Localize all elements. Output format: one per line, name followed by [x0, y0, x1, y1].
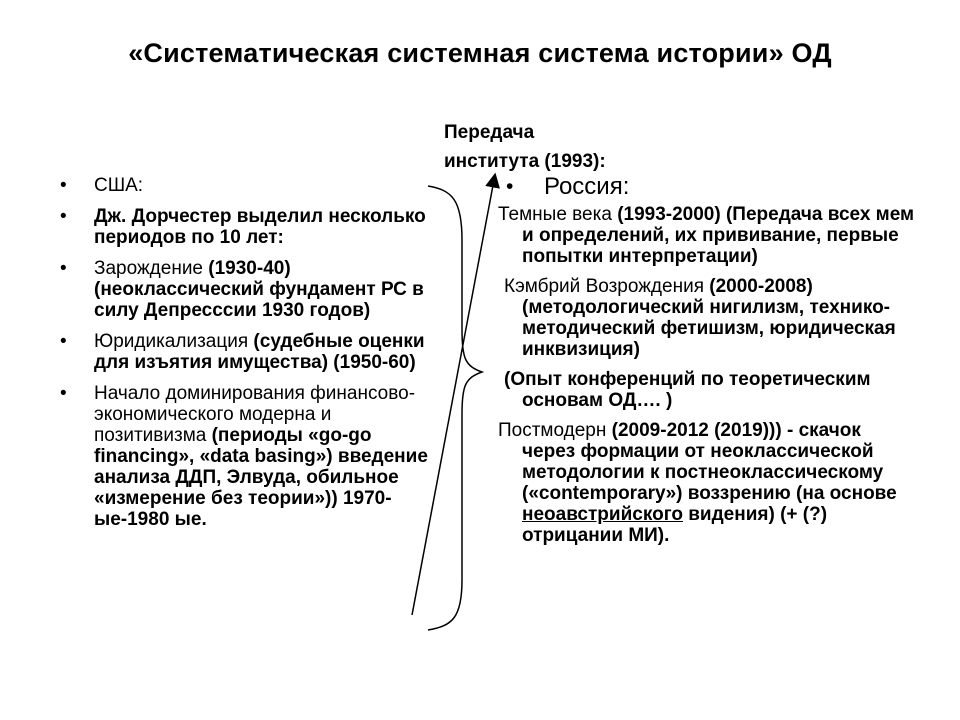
usa-period-text: Юридикализация — [94, 331, 254, 352]
usa-period-text: (судебные оценки для изъятия имущества) (1950-60) — [94, 331, 425, 373]
usa-period-text: США: — [94, 175, 144, 196]
bullet-icon: • — [60, 206, 67, 227]
period-cambrian-detail: (2000-2008) (методологический нигилизм, технико-методический фетишизм, юридическая инквизиция) — [522, 276, 896, 360]
bullet-icon: • — [506, 175, 514, 198]
usa-period-text: (1930-40) (неоклассический фундамент РС в силу Депресссии 1930 годов) — [94, 258, 424, 321]
transfer-label-line1: Передача — [444, 122, 535, 143]
period-dark-ages-detail: (1993-2000) (Передача всех мем и определений, их прививание, первые попытки интерпретации) — [522, 204, 915, 267]
period-cambrian-name: Кэмбрий Возрождения — [504, 276, 710, 297]
period-postmodern-name: Постмодерн — [498, 420, 612, 441]
usa-period-text: Зарождение — [94, 258, 209, 279]
transfer-label-line2: института (1993): — [444, 151, 606, 172]
russia-heading-text: Россия: — [544, 173, 630, 200]
usa-period-text: Начало доминирования финансово-экономического модерна и позитивизма — [94, 383, 416, 446]
conference-note-text: (Опыт конференций по теоретическим основам ОД…. ) — [504, 369, 871, 411]
period-dark-ages-name: Темные века — [498, 204, 618, 225]
period-postmodern-underlined: неоавстрийского — [522, 504, 683, 525]
arrow-to-transfer — [412, 180, 494, 615]
usa-period-text: Дж. Дорчестер выделил несколько периодов по 10 лет: — [94, 206, 426, 248]
slide-title: «Систематическая системная система истории» ОД — [128, 38, 832, 68]
brace-shape — [428, 186, 482, 630]
bullet-icon: • — [60, 175, 67, 196]
usa-period-text: (периоды «go-go financing», «data basing») введение анализа ДДП, Элвуда, обильное «измерение без теории»)) 1970-ые-1980 ые. — [94, 425, 428, 530]
period-postmodern-detail: (2009-2012 (2019))) - скачок через формации от неоклассической методологии к постнеоклассическому («contemporary») воззрению (на основе — [522, 420, 897, 504]
bullet-icon: • — [60, 331, 67, 352]
bullet-icon: • — [60, 258, 67, 279]
bullet-icon: • — [60, 383, 67, 404]
period-postmodern-detail-end: видения) (+ (?) отрицании МИ). — [522, 504, 828, 546]
